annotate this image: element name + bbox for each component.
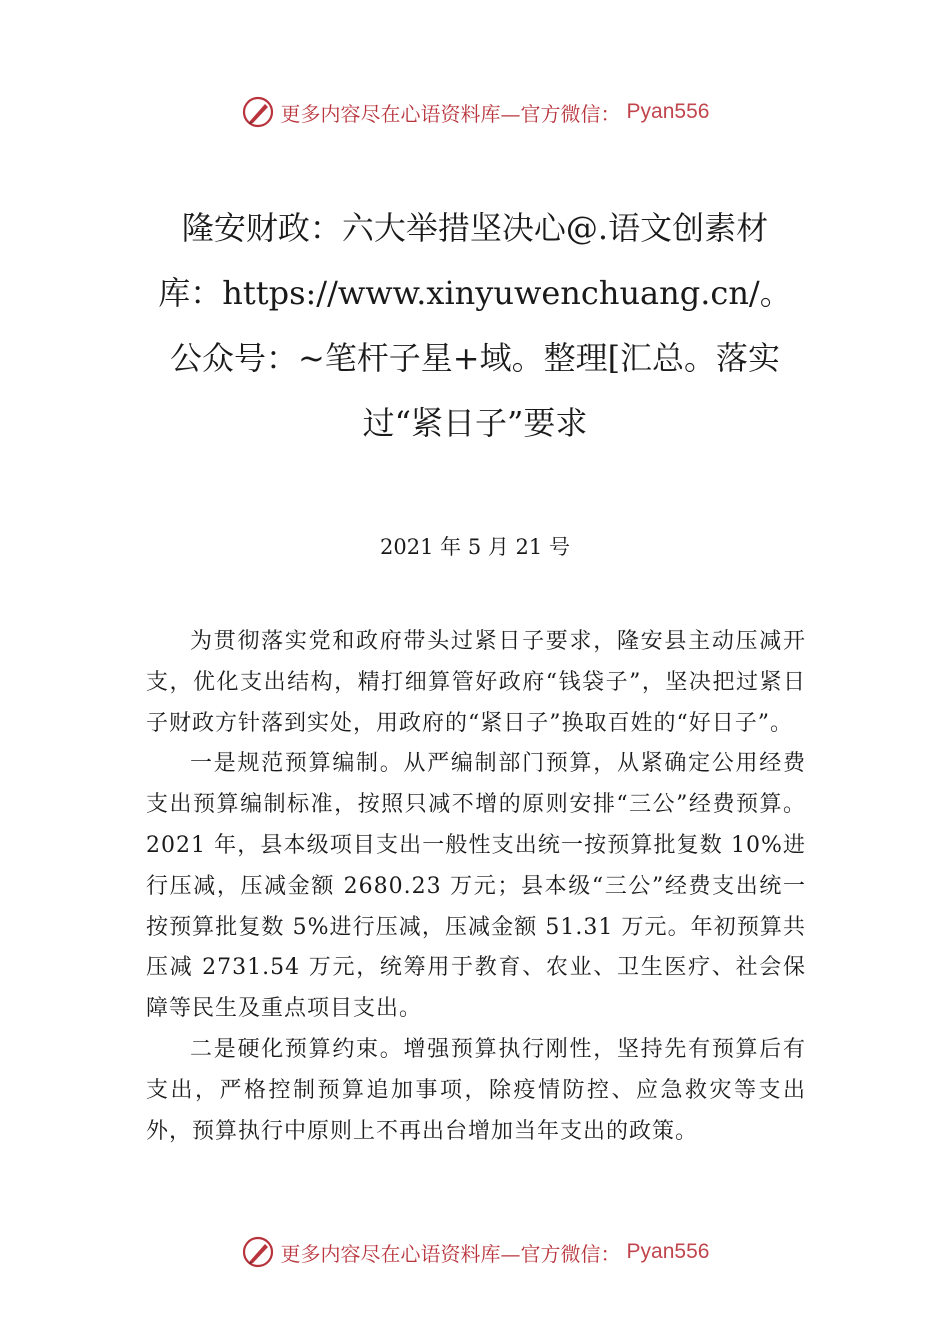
paragraph: 为贯彻落实党和政府带头过紧日子要求，隆安县主动压减开支，优化支出结构，精打细算管好政府“钱袋子”，坚决把过紧日子财政方针落到实处，用政府的“紧日子”换取百姓的“好日子”。 bbox=[146, 629, 806, 736]
banner-text: 更多内容尽在心语资料库—官方微信： bbox=[280, 1241, 621, 1266]
paragraph: 一是规范预算编制。从严编制部门预算，从紧确定公用经费支出预算编制标准，按照只减不增的原则安排“三公”经费预算。2021 年，县本级项目支出一般性支出统一按预算批复数 10%进行压减，压减金额 2680.23 万元；县本级“三公”经费支出统一按预算批复数 5%进行压减，压减金额 51.31 万元。年初预算共压减 2731.54 万元，统筹用于教育、农业、卫生医疗、社会保障等民生及重点项目支出。 bbox=[146, 751, 806, 1022]
banner-text: 更多内容尽在心语资料库—官方微信： bbox=[280, 101, 621, 126]
wechat-id: Pyan556 bbox=[626, 1240, 710, 1263]
footer-banner bbox=[0, 1232, 950, 1272]
document-title: 隆安财政：六大举措坚决心@.语文创素材库：https://www.xinyuwenchuang.cn/。公众号：~笔杆子星+域。整理[汇总。落实过“紧日子”要求 bbox=[158, 209, 792, 442]
pen-logo-icon bbox=[241, 1235, 275, 1269]
document-body bbox=[146, 622, 806, 1152]
header-banner bbox=[0, 92, 950, 132]
paragraph: 二是硬化预算约束。增强预算执行刚性，坚持先有预算后有支出，严格控制预算追加事项，除疫情防控、应急救灾等支出外，预算执行中原则上不再出台增加当年支出的政策。 bbox=[146, 1036, 806, 1144]
document-date: 2021 年 5 月 21 号 bbox=[380, 535, 570, 559]
pen-logo-icon bbox=[241, 95, 275, 129]
wechat-id: Pyan556 bbox=[626, 100, 710, 123]
